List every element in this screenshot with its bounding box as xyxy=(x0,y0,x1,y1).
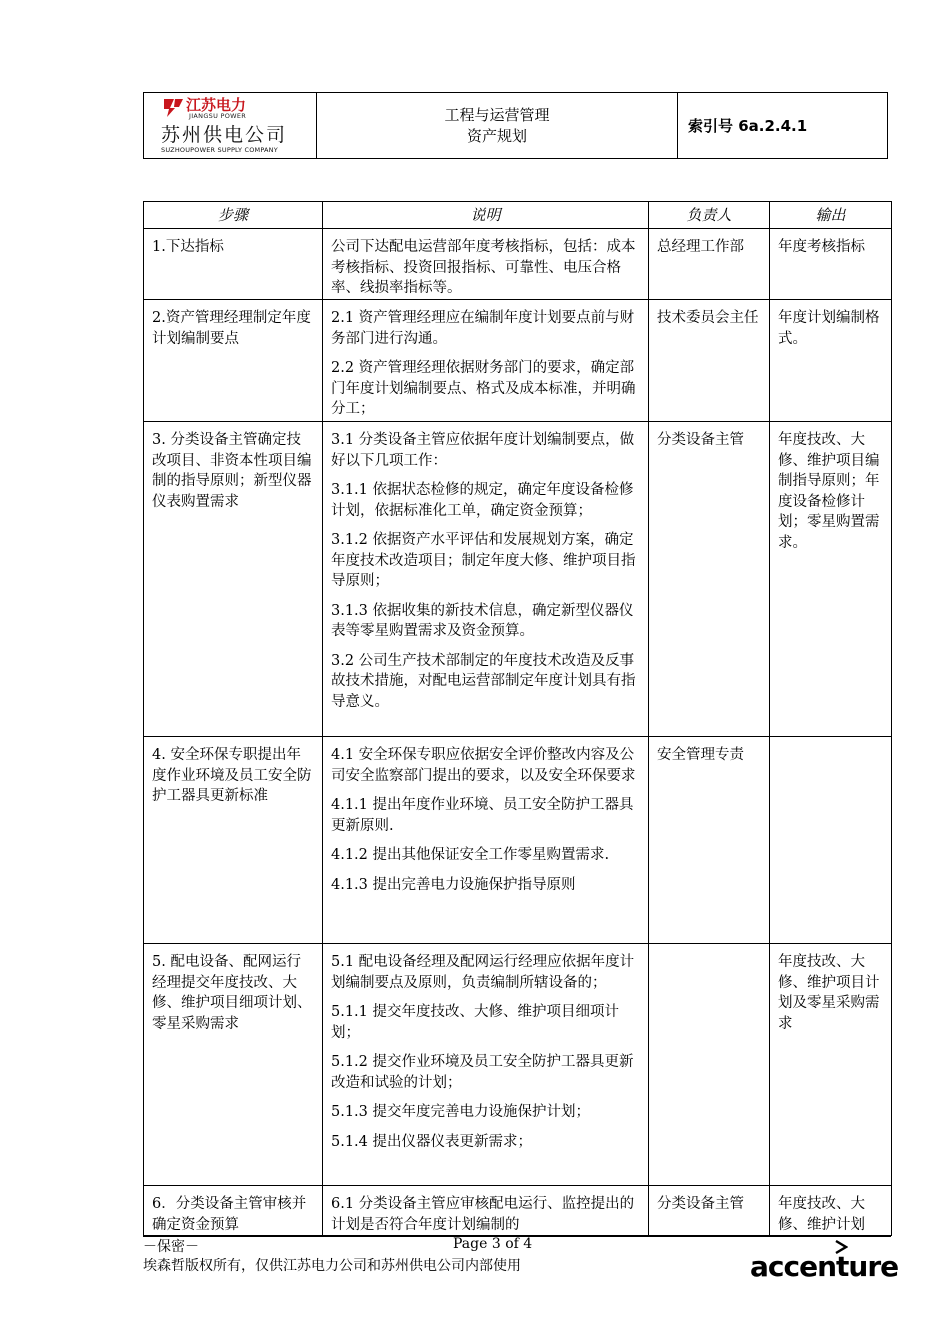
owner-text: 分类设备主管 xyxy=(657,1196,744,1212)
description-paragraph: 4.1 安全环保专职应依据安全评价整改内容及公司安全监察部门提出的要求，以及安全环保要求 xyxy=(331,747,636,784)
table-row xyxy=(144,422,892,737)
footer-copyright: 埃森哲版权所有，仅供江苏电力公司和苏州供电公司内部使用 xyxy=(143,1258,521,1274)
description-paragraph: 5.1.3 提交年度完善电力设施保护计划； xyxy=(331,1104,591,1120)
description-paragraph: 4.1.2 提出其他保证安全工作零星购置需求. xyxy=(331,847,610,863)
step-cell: 3. 分类设备主管确定技改项目、非资本性项目编制的指导原则；新型仪器仪表购置需求 xyxy=(144,422,323,737)
header-output: 输出 xyxy=(770,202,892,229)
description-paragraph: 3.1.3 依据收集的新技术信息，确定新型仪器仪表等零星购置需求及资金预算。 xyxy=(331,602,634,639)
output-cell: 年度技改、大修、维护项目编制指导原则；年度设备检修计划；零星购置需求。 xyxy=(770,422,892,737)
table-row xyxy=(144,300,892,422)
description-cell xyxy=(323,944,649,1186)
output-cell xyxy=(770,1186,892,1236)
description-paragraph: 6.1 分类设备主管应审核配电运行、监控提出的计划是否符合年度计划编制的 xyxy=(331,1196,635,1233)
output-cell: 年度计划编制格式。 xyxy=(770,300,892,422)
step-text: 6．分类设备主管审核并确定资金预算 xyxy=(152,1196,307,1233)
description-cell xyxy=(323,737,649,944)
header-title-line2: 资产规划 xyxy=(466,126,527,145)
description-paragraph: 3.2 公司生产技术部制定的年度技术改造及反事故技术措施，对配电运营部制定年度计划具有指导意义。 xyxy=(331,652,636,710)
footer-confidential: －保密－ xyxy=(143,1239,199,1255)
owner-cell xyxy=(649,1186,770,1236)
company-logo xyxy=(144,93,317,158)
logo-company-english: SUZHOUPOWER SUPPLY COMPANY xyxy=(161,146,278,154)
step-cell xyxy=(144,1186,323,1236)
header-step: 步骤 xyxy=(144,202,323,229)
header-description: 说明 xyxy=(323,202,649,229)
header-title-line1: 工程与运营管理 xyxy=(444,105,550,124)
table-row xyxy=(144,229,892,300)
table-row xyxy=(144,737,892,944)
description-paragraph: 5.1.4 提出仪器仪表更新需求； xyxy=(331,1133,533,1150)
footer-page-number: Page 3 of 4 xyxy=(453,1236,533,1252)
accenture-logo xyxy=(750,1240,899,1286)
owner-cell: 分类设备主管 xyxy=(649,422,770,737)
output-text: 年度技改、大修、维护计划 xyxy=(778,1196,865,1233)
description-paragraph: 5.1.2 提交作业环境及员工安全防护工器具更新改造和试验的计划； xyxy=(331,1054,634,1091)
owner-cell: 安全管理专责 xyxy=(649,737,770,944)
description-cell xyxy=(323,1186,649,1236)
document-header xyxy=(143,92,888,159)
owner-cell: 技术委员会主任 xyxy=(649,300,770,422)
description-paragraph: 5.1 配电设备经理及配网运行经理应依据年度计划编制要点及原则，负责编制所辖设备的； xyxy=(331,954,635,991)
table-row xyxy=(144,944,892,1186)
description-paragraph: 3.1 分类设备主管应依据年度计划编制要点，做好以下几项工作： xyxy=(331,432,635,469)
jiangsu-power-logo-icon xyxy=(162,98,184,118)
step-cell: 2.资产管理经理制定年度计划编制要点 xyxy=(144,300,323,422)
description-cell xyxy=(323,300,649,422)
step-cell: 5. 配电设备、配网运行经理提交年度技改、大修、维护项目细项计划、零星采购需求 xyxy=(144,944,323,1186)
description-paragraph: 4.1.1 提出年度作业环境、员工安全防护工器具更新原则. xyxy=(331,797,634,834)
process-table xyxy=(143,201,892,1236)
description-paragraph: 4.1.3 提出完善电力设施保护指导原则 xyxy=(331,876,576,893)
table-header-row xyxy=(144,202,892,229)
description-paragraph: 2.2 资产管理经理依据财务部门的要求，确定部门年度计划编制要点、格式及成本标准，并明确分工； xyxy=(331,360,636,417)
output-cell: 年度技改、大修、维护项目计划及零星采购需求 xyxy=(770,944,892,1186)
step-cell: 1.下达指标 xyxy=(144,229,323,300)
logo-company-name: 苏州供电公司 xyxy=(161,124,288,146)
description-paragraph: 3.1.2 依据资产水平评估和发展规划方案，确定年度技术改造项目；制定年度大修、维护项目指导原则； xyxy=(331,532,636,589)
owner-cell: 总经理工作部 xyxy=(649,229,770,300)
description-cell xyxy=(323,229,649,300)
header-index: 索引号 6a.2.4.1 xyxy=(688,117,808,135)
table-row xyxy=(144,1186,892,1236)
header-title xyxy=(317,93,678,158)
step-cell: 4. 安全环保专职提出年度作业环境及员工安全防护工器具更新标准 xyxy=(144,737,323,944)
description-paragraph: 公司下达配电运营部年度考核指标，包括：成本考核指标、投资回报指标、可靠性、电压合格率、线损率指标等。 xyxy=(331,239,636,296)
description-paragraph: 5.1.1 提交年度技改、大修、维护项目细项计划； xyxy=(331,1004,620,1041)
description-paragraph: 2.1 资产管理经理应在编制年度计划要点前与财务部门进行沟通。 xyxy=(331,310,635,347)
output-cell xyxy=(770,737,892,944)
description-paragraph: 3.1.1 依据状态检修的规定，确定年度设备检修计划，依据标准化工单，确定资金预算； xyxy=(331,482,634,519)
header-owner: 负责人 xyxy=(649,202,770,229)
owner-cell xyxy=(649,944,770,1186)
accenture-wordmark: accenture xyxy=(750,1250,899,1283)
output-cell: 年度考核指标 xyxy=(770,229,892,300)
description-cell xyxy=(323,422,649,737)
logo-brand-text: 江苏电力 xyxy=(186,96,247,114)
logo-brand-subtext: JIANGSU POWER xyxy=(189,112,247,120)
